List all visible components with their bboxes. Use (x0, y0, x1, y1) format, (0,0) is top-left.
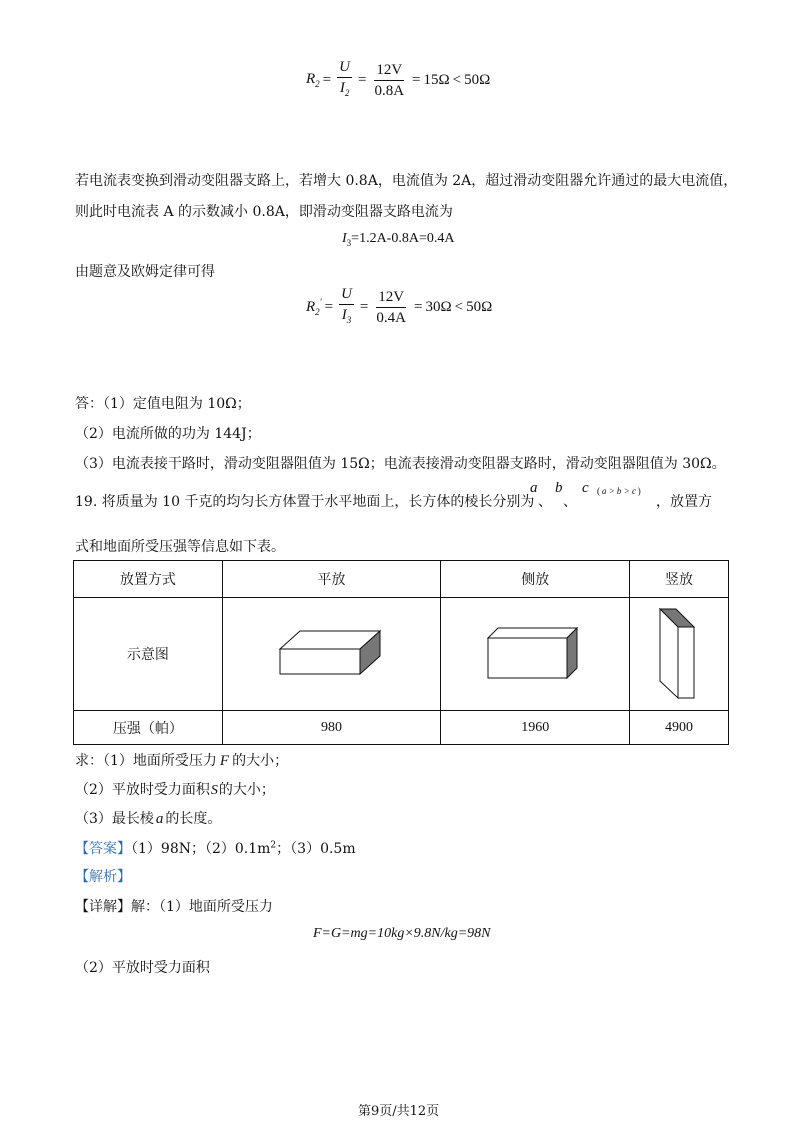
answer-line: 【答案】（1）98N；$(2)0.1m^2$；（3）0.5m (75, 840, 356, 857)
question-19-line-2: 式和地面所受压强等信息如下表。 (75, 539, 285, 555)
formula-i3: $I_3=1.2A-0.8A=0.4A$ (342, 231, 455, 248)
detail-label: 【详解】 (75, 899, 131, 915)
formula-r2: $R_2$ = $\frac{U}{I_2}$ = $\frac{12V}{0.8A}$ = 15Ω < 50Ω (306, 58, 490, 102)
detail-line: 【详解】解：（1）地面所受压力 (75, 899, 273, 915)
diagram-label: 示意图 (74, 598, 223, 711)
answer-label: 【答案】 (75, 841, 131, 857)
question-19-line-1: 19. 将质量为 10 千克的均匀长方体置于水平地面上，长方体的棱长分别为 (75, 494, 535, 510)
formula-lhs: $R_2'$ (306, 297, 322, 317)
pressure-flat: 980 (222, 711, 441, 745)
var-b: b (555, 480, 563, 496)
sep-1: 、 (538, 494, 552, 510)
paragraph-line-2: 则此时电流表 A 的示数减小 0.8A，即滑动变阻器支路电流为 (75, 204, 453, 220)
diagram-flat-cell (222, 598, 441, 711)
pressure-table (73, 560, 729, 745)
answer-line-2: （2）电流所做的功为 144J； (75, 426, 261, 442)
header-side: 侧放 (441, 561, 630, 598)
fraction-u-over-i3: $\frac{U}{I_3}$ (341, 286, 352, 325)
fraction-values: $\frac{12V}{0.4A}$ (376, 288, 406, 326)
diagram-side-cell (441, 598, 630, 711)
fraction-values: $\frac{12V}{0.8A}$ (374, 61, 405, 99)
var-c: c (582, 480, 589, 496)
paragraph-ohm: 由题意及欧姆定律可得 (75, 264, 215, 280)
table-diagram-row (74, 598, 729, 711)
question-19-line-1-end: ，放置方 (656, 494, 712, 510)
box-vertical-figure (654, 607, 704, 701)
table-header-row (74, 561, 729, 598)
box-side-figure (485, 626, 585, 682)
sub-question-1: 求：（1）地面所受压力 F 的大小； (75, 753, 289, 769)
analysis-label: 【解析】 (75, 869, 131, 885)
header-placement: 放置方式 (74, 561, 223, 598)
condition: ( a > b > c ) (597, 486, 641, 496)
sub-question-2: （2）平放时受力面积S的大小； (75, 782, 275, 798)
sep-2: 、 (563, 494, 577, 510)
diagram-vertical-cell (630, 598, 729, 711)
sub-question-3: （3）最长棱 a 的长度。 (75, 811, 222, 827)
fraction-u-over-i2: $\frac{U}{I_2}$ (339, 59, 350, 98)
pressure-label: 压强（帕） (74, 711, 223, 745)
header-vertical: 竖放 (630, 561, 729, 598)
pressure-vertical: 4900 (630, 711, 729, 745)
answer-line-3: （3）电流表接干路时，滑动变阻器阻值为 15Ω；电流表接滑动变阻器支路时，滑动变阻器阻值为 30Ω。 (75, 456, 726, 472)
paragraph-line-1: 若电流表变换到滑动变阻器支路上，若增大 0.8A，电流值为 2A，超过滑动变阻器允许通过的最大电流值， (75, 173, 738, 189)
formula-force: F=G=mg=10kg×9.8N/kg=98N (313, 926, 491, 941)
table-pressure-row (74, 711, 729, 745)
sub-header-2: （2）平放时受力面积 (75, 960, 210, 976)
answer-line-1: 答：（1）定值电阻为 10Ω； (75, 396, 251, 412)
header-flat: 平放 (222, 561, 441, 598)
var-a: a (530, 480, 538, 496)
box-flat-figure (277, 629, 387, 679)
page-footer: 第9页/共12页 (358, 1104, 440, 1119)
pressure-side: 1960 (441, 711, 630, 745)
formula-r2-prime: $R_2'$ = $\frac{U}{I_3}$ = $\frac{12V}{0.4A}$ = 30Ω < 50Ω (306, 285, 492, 329)
formula-lhs: $R_2$ (306, 71, 320, 89)
